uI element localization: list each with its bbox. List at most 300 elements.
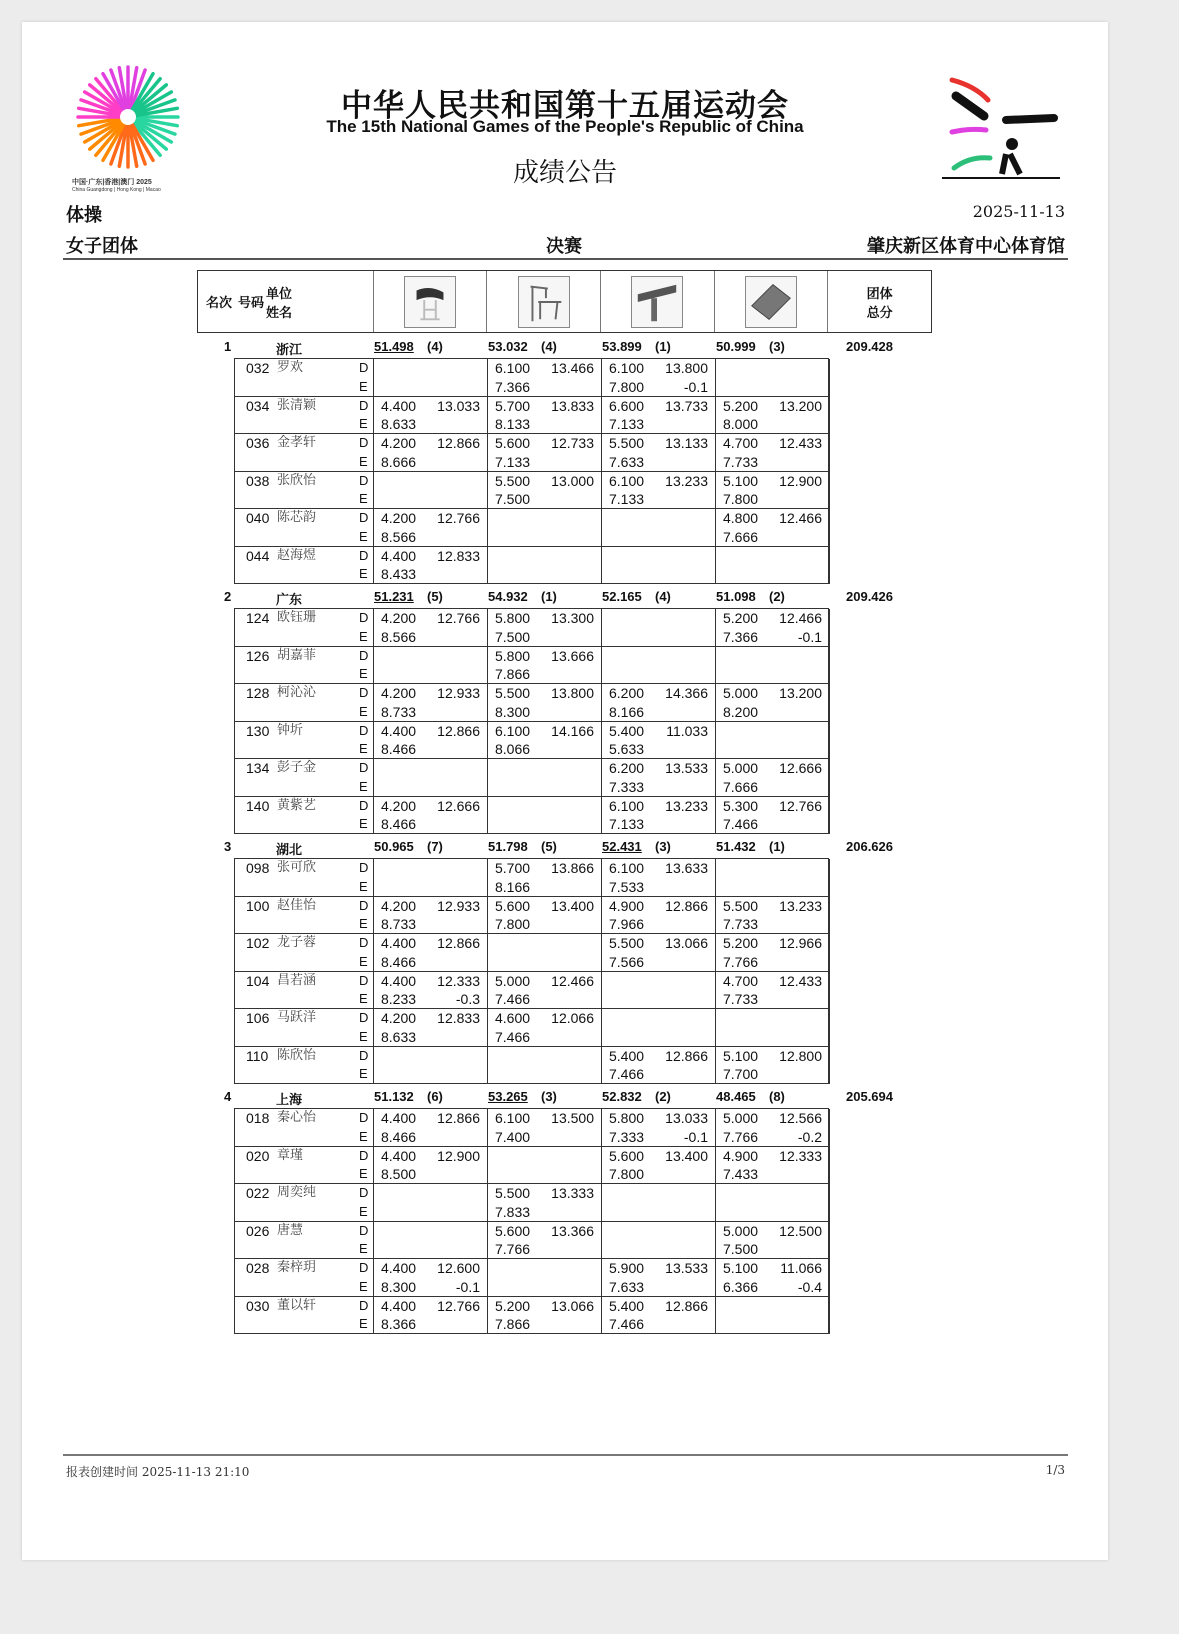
apparatus-score-cell [602, 1297, 716, 1335]
athlete-name: 胡嘉菲 [277, 647, 317, 663]
uneven-bars-icon [518, 276, 570, 328]
apparatus-score-cell [374, 647, 488, 685]
d-label: D [359, 435, 369, 450]
athlete-number: 104 [246, 972, 270, 989]
final-score: 12.866 [665, 1047, 708, 1064]
apparatus-score-cell [602, 397, 716, 435]
e-label: E [359, 1128, 368, 1144]
team-apparatus-rank: (1) [655, 339, 671, 354]
team-apparatus-score: 52.832 [602, 1089, 642, 1104]
final-score: 12.866 [437, 722, 480, 739]
team-total: 205.694 [846, 1089, 893, 1104]
apparatus-score-cell [374, 547, 488, 585]
final-score: 12.466 [779, 610, 822, 626]
athlete-name: 董以轩 [277, 1297, 317, 1313]
apparatus-score-cell [716, 1109, 830, 1147]
d-score: 4.400 [381, 722, 417, 739]
d-score: 5.200 [723, 935, 759, 951]
e-label: E [359, 953, 368, 969]
athlete-name: 马跃洋 [277, 1010, 317, 1025]
e-score: 7.766 [723, 953, 759, 970]
final-score: 12.333 [779, 1147, 822, 1164]
athlete-number: 134 [246, 760, 270, 776]
apparatus-score-cell [716, 722, 830, 760]
e-label: E [359, 991, 368, 1006]
e-label: E [359, 916, 368, 931]
athlete-number: 044 [246, 547, 270, 564]
team-apparatus-rank: (5) [541, 839, 557, 854]
final-score: 11.066 [780, 1260, 822, 1276]
final-score: 12.433 [779, 972, 822, 989]
final-score: 13.800 [665, 360, 708, 376]
final-score: 12.766 [437, 1297, 480, 1314]
floor-exercise-icon [745, 276, 797, 328]
athlete-name: 龙子蓉 [277, 935, 317, 950]
balance-beam-icon [631, 276, 683, 328]
athlete-number: 106 [246, 1010, 270, 1026]
apparatus-score-cell [602, 647, 716, 685]
logo-text-cn: 中国·广东|香港|澳门 2025 [72, 179, 152, 186]
apparatus-score-cell [602, 1147, 716, 1185]
d-score: 4.400 [381, 547, 417, 564]
apparatus-score-cell [602, 609, 716, 647]
e-label: E [359, 703, 368, 719]
athlete-name: 黄紫艺 [277, 797, 317, 813]
e-label: E [359, 628, 368, 644]
athlete-name: 昌若涵 [277, 972, 317, 988]
final-score: 13.866 [551, 860, 594, 876]
d-label: D [359, 760, 369, 775]
final-score: 13.233 [665, 472, 708, 489]
d-score: 6.100 [609, 360, 645, 376]
e-label: E [359, 566, 368, 581]
team-apparatus-rank: (4) [427, 339, 443, 354]
apparatus-score-cell [716, 759, 830, 797]
apparatus-score-cell [602, 759, 716, 797]
e-score: 7.766 [495, 1241, 531, 1257]
e-score: 8.300 [495, 703, 531, 720]
apparatus-score-cell [602, 972, 716, 1010]
team-apparatus-rank: (3) [769, 339, 785, 354]
athlete-name: 赵佳怡 [277, 897, 317, 913]
apparatus-score-cell [374, 1047, 488, 1085]
final-score: 13.333 [551, 1185, 594, 1201]
apparatus-score-cell [716, 609, 830, 647]
e-label: E [359, 453, 368, 469]
team-name: 广东 [276, 593, 303, 608]
apparatus-score-cell [602, 472, 716, 510]
apparatus-score-cell [716, 547, 830, 585]
e-score: 8.000 [723, 416, 759, 432]
d-label: D [359, 1110, 369, 1125]
apparatus-score-cell [602, 434, 716, 472]
d-score: 5.600 [495, 435, 531, 451]
d-score: 5.500 [495, 1185, 531, 1201]
final-score: 13.000 [551, 472, 594, 489]
e-score: 7.666 [723, 778, 759, 795]
d-score: 6.100 [609, 860, 645, 876]
athlete-number: 028 [246, 1260, 270, 1276]
penalty: -0.2 [797, 1128, 822, 1145]
apparatus-score-cell [374, 1147, 488, 1185]
phase-label: 决赛 [546, 236, 582, 257]
apparatus-score-cell [716, 647, 830, 685]
team-row [197, 1084, 937, 1108]
team-apparatus-score: 50.999 [716, 339, 756, 354]
final-score: 12.766 [779, 797, 822, 814]
athlete-name: 赵海煜 [277, 547, 317, 563]
d-score: 5.800 [609, 1110, 645, 1126]
e-score: 7.800 [723, 491, 759, 507]
athlete-row [235, 609, 828, 647]
athlete-name: 陈欣怡 [277, 1047, 317, 1063]
athlete-name: 张欣怡 [277, 472, 317, 488]
final-score: 13.466 [551, 360, 594, 376]
team-apparatus-rank: (4) [655, 589, 671, 604]
athlete-name: 罗欢 [277, 360, 304, 375]
athlete-row [235, 684, 828, 722]
team-row [197, 584, 937, 608]
d-score: 4.200 [381, 897, 417, 914]
final-score: 12.433 [779, 435, 822, 451]
d-score: 5.800 [495, 610, 531, 626]
e-label: E [359, 416, 368, 431]
final-score: 12.866 [437, 435, 480, 451]
athlete-name: 张可欣 [277, 860, 317, 875]
e-score: 7.733 [723, 916, 759, 932]
final-score: 13.133 [665, 435, 708, 451]
d-score: 5.900 [609, 1260, 645, 1276]
d-score: 5.100 [723, 472, 759, 489]
final-score: 11.033 [666, 722, 708, 739]
apparatus-score-cell [374, 1009, 488, 1047]
e-score: 8.200 [723, 703, 759, 720]
athlete-row [235, 1147, 828, 1185]
penalty: -0.3 [455, 991, 480, 1007]
team-name: 上海 [276, 1093, 303, 1108]
athlete-number: 102 [246, 935, 270, 951]
final-score: 12.466 [779, 510, 822, 526]
d-score: 6.100 [495, 360, 531, 376]
final-score: 12.333 [437, 972, 480, 989]
team-total: 206.626 [846, 839, 893, 854]
apparatus-score-cell [374, 897, 488, 935]
apparatus-score-cell [488, 397, 602, 435]
apparatus-score-cell [716, 684, 830, 722]
athlete-number: 036 [246, 435, 270, 451]
team-apparatus-score: 48.465 [716, 1089, 756, 1104]
e-score: 7.133 [609, 491, 645, 507]
d-score: 4.200 [381, 685, 417, 701]
d-label: D [359, 722, 369, 738]
e-label: E [359, 816, 368, 831]
final-score: 12.066 [551, 1010, 594, 1026]
apparatus-score-cell [374, 397, 488, 435]
apparatus-score-cell [488, 1297, 602, 1335]
e-score: 7.466 [723, 816, 759, 832]
athlete-number: 126 [246, 647, 270, 664]
e-score: 6.366 [723, 1278, 759, 1295]
e-score: 7.800 [609, 378, 645, 395]
d-score: 5.500 [723, 897, 759, 914]
athlete-row [235, 972, 828, 1010]
final-score: 13.500 [551, 1110, 594, 1126]
d-label: D [359, 1260, 369, 1275]
e-label: E [359, 1316, 368, 1331]
athlete-number: 020 [246, 1147, 270, 1164]
e-score: 7.866 [495, 1316, 531, 1332]
final-score: 13.233 [665, 797, 708, 814]
final-score: 13.366 [551, 1222, 594, 1239]
apparatus-score-cell [716, 472, 830, 510]
d-score: 5.400 [609, 1047, 645, 1064]
apparatus-score-cell [602, 1184, 716, 1222]
athlete-row [235, 509, 828, 547]
d-score: 4.400 [381, 1110, 417, 1126]
e-score: 8.566 [381, 628, 417, 645]
final-score: 13.033 [437, 397, 480, 414]
athlete-number: 040 [246, 510, 270, 526]
e-score: 7.133 [609, 816, 645, 832]
apparatus-score-cell [374, 434, 488, 472]
apparatus-score-cell [602, 797, 716, 835]
athlete-name: 陈芯韵 [277, 510, 317, 525]
e-label: E [359, 1166, 368, 1181]
unit-header: 单位 [266, 286, 293, 302]
e-score: 8.133 [495, 416, 531, 432]
apparatus-score-cell [716, 509, 830, 547]
d-label: D [359, 897, 369, 913]
d-score: 5.400 [609, 1297, 645, 1314]
team-row [197, 334, 937, 358]
team-total: 209.428 [846, 339, 893, 354]
e-score: 8.300 [381, 1278, 417, 1295]
venue-label: 肇庆新区体育中心体育馆 [867, 236, 1065, 257]
number-header: 号码 [238, 296, 265, 311]
apparatus-score-cell [488, 859, 602, 897]
athlete-name: 金孝轩 [277, 435, 317, 450]
apparatus-score-cell [602, 934, 716, 972]
e-score: 7.533 [609, 878, 645, 895]
e-score: 7.133 [495, 453, 531, 470]
team-apparatus-score: 51.132 [374, 1089, 414, 1104]
athlete-header [198, 271, 374, 332]
athlete-name: 彭子金 [277, 760, 317, 775]
d-score: 4.900 [723, 1147, 759, 1164]
d-score: 4.400 [381, 1260, 417, 1276]
apparatus-score-cell [602, 684, 716, 722]
e-score: 7.566 [609, 953, 645, 970]
d-score: 5.500 [609, 435, 645, 451]
final-score: 14.366 [665, 685, 708, 701]
d-score: 4.200 [381, 510, 417, 526]
d-label: D [359, 510, 369, 525]
d-score: 4.200 [381, 797, 417, 814]
d-label: D [359, 1010, 369, 1025]
athlete-name: 唐慧 [277, 1222, 304, 1238]
e-score: 8.433 [381, 566, 417, 582]
apparatus-score-cell [488, 647, 602, 685]
d-score: 6.100 [609, 472, 645, 489]
final-score: 12.666 [779, 760, 822, 776]
event-label: 女子团体 [66, 236, 138, 257]
d-score: 5.400 [609, 722, 645, 739]
e-score: 5.633 [609, 741, 645, 757]
e-score: 7.866 [495, 666, 531, 682]
e-score: 7.633 [609, 453, 645, 470]
athlete-number: 124 [246, 610, 270, 626]
team-apparatus-score: 53.032 [488, 339, 528, 354]
athlete-row [235, 434, 828, 472]
apparatus-score-cell [488, 609, 602, 647]
e-score: 8.466 [381, 741, 417, 757]
final-score: 13.300 [551, 610, 594, 626]
e-score: 8.366 [381, 1316, 417, 1332]
e-score: 8.466 [381, 1128, 417, 1145]
e-score: 7.466 [495, 1028, 531, 1045]
athlete-name: 钟圻 [277, 722, 304, 738]
athlete-name: 秦梓玥 [277, 1260, 317, 1275]
penalty: -0.1 [683, 1128, 708, 1145]
d-score: 4.900 [609, 897, 645, 914]
d-score: 6.200 [609, 760, 645, 776]
vault-icon [404, 276, 456, 328]
athlete-number: 038 [246, 472, 270, 489]
e-score: 8.633 [381, 416, 417, 432]
d-label: D [359, 1047, 369, 1063]
e-label: E [359, 378, 368, 394]
e-label: E [359, 1066, 368, 1081]
e-score: 8.733 [381, 916, 417, 932]
apparatus-score-cell [374, 609, 488, 647]
final-score: 13.533 [665, 1260, 708, 1276]
d-score: 4.600 [495, 1010, 531, 1026]
d-score: 4.700 [723, 435, 759, 451]
athlete-row [235, 797, 828, 835]
d-score: 5.500 [609, 935, 645, 951]
athlete-number: 140 [246, 797, 270, 814]
e-score: 8.733 [381, 703, 417, 720]
apparatus-score-cell [602, 1047, 716, 1085]
apparatus-score-cell [602, 897, 716, 935]
athlete-row [235, 1259, 828, 1297]
d-score: 4.800 [723, 510, 759, 526]
apparatus-score-cell [488, 547, 602, 585]
team-apparatus-score: 50.965 [374, 839, 414, 854]
e-score: 8.666 [381, 453, 417, 470]
footer-divider [63, 1454, 1068, 1456]
apparatus-score-cell [374, 934, 488, 972]
team-apparatus-rank: (4) [541, 339, 557, 354]
team-apparatus-score: 53.899 [602, 339, 642, 354]
e-score: 7.633 [609, 1278, 645, 1295]
final-score: 13.533 [665, 760, 708, 776]
apparatus-score-cell [716, 1222, 830, 1260]
athlete-number: 022 [246, 1185, 270, 1201]
athlete-number: 110 [246, 1047, 269, 1064]
e-score: 8.066 [495, 741, 531, 757]
d-score: 6.100 [495, 722, 531, 739]
e-score: 7.666 [723, 528, 759, 545]
apparatus-score-cell [716, 1184, 830, 1222]
athlete-row [235, 897, 828, 935]
d-score: 4.200 [381, 1010, 417, 1026]
team-rank: 2 [224, 589, 232, 604]
team-apparatus-score: 52.165 [602, 589, 642, 604]
created-time: 报表创建时间 2025-11-13 21:10 [66, 1465, 250, 1479]
d-label: D [359, 797, 369, 813]
team-athletes [234, 1108, 829, 1334]
d-label: D [359, 1222, 369, 1238]
team-apparatus-rank: (2) [655, 1089, 671, 1104]
d-score: 5.700 [495, 397, 531, 414]
final-score: 13.033 [665, 1110, 708, 1126]
games-title-cn: 中华人民共和国第十五届运动会 [341, 88, 789, 123]
final-score: 12.866 [665, 1297, 708, 1314]
final-score: 12.500 [779, 1222, 822, 1239]
d-label: D [359, 860, 369, 875]
apparatus-score-cell [716, 434, 830, 472]
penalty: -0.1 [455, 1278, 480, 1295]
apparatus-score-cell [602, 722, 716, 760]
athlete-number: 030 [246, 1297, 270, 1314]
e-label: E [359, 528, 368, 544]
d-score: 5.200 [723, 397, 759, 414]
athlete-number: 018 [246, 1110, 270, 1126]
team-rank: 1 [224, 339, 232, 354]
d-label: D [359, 1185, 369, 1200]
athlete-row [235, 359, 828, 397]
e-score: 7.466 [609, 1316, 645, 1332]
athlete-number: 128 [246, 685, 270, 701]
apparatus-score-cell [374, 797, 488, 835]
athlete-name: 周奕纯 [277, 1185, 317, 1200]
final-score: 13.200 [779, 397, 822, 414]
apparatus-score-cell [716, 359, 830, 397]
final-score: 12.866 [665, 897, 708, 914]
team-apparatus-score: 54.932 [488, 589, 528, 604]
d-label: D [359, 647, 369, 663]
apparatus-score-cell [374, 759, 488, 797]
apparatus-score-cell [374, 472, 488, 510]
e-score: 7.333 [609, 778, 645, 795]
e-score: 8.500 [381, 1166, 417, 1182]
athlete-name: 章瑾 [277, 1147, 304, 1163]
final-score: 12.866 [437, 1110, 480, 1126]
e-score: 7.500 [723, 1241, 759, 1257]
apparatus-score-cell [488, 1184, 602, 1222]
apparatus-score-cell [602, 1259, 716, 1297]
penalty: -0.1 [683, 378, 708, 395]
apparatus-score-cell [488, 1047, 602, 1085]
final-score: 12.733 [551, 435, 594, 451]
athlete-row [235, 934, 828, 972]
athlete-number: 026 [246, 1222, 270, 1239]
d-score: 5.000 [723, 1222, 759, 1239]
apparatus-score-cell [488, 509, 602, 547]
team-apparatus-rank: (1) [769, 839, 785, 854]
final-score: 13.800 [551, 685, 594, 701]
apparatus-score-cell [488, 934, 602, 972]
e-label: E [359, 1028, 368, 1044]
athlete-row [235, 759, 828, 797]
athlete-row [235, 1184, 828, 1222]
final-score: 12.866 [437, 935, 480, 951]
final-score: 12.833 [437, 1010, 480, 1026]
e-score: 7.833 [495, 1203, 531, 1220]
penalty: -0.4 [797, 1278, 822, 1295]
apparatus-score-cell [488, 797, 602, 835]
